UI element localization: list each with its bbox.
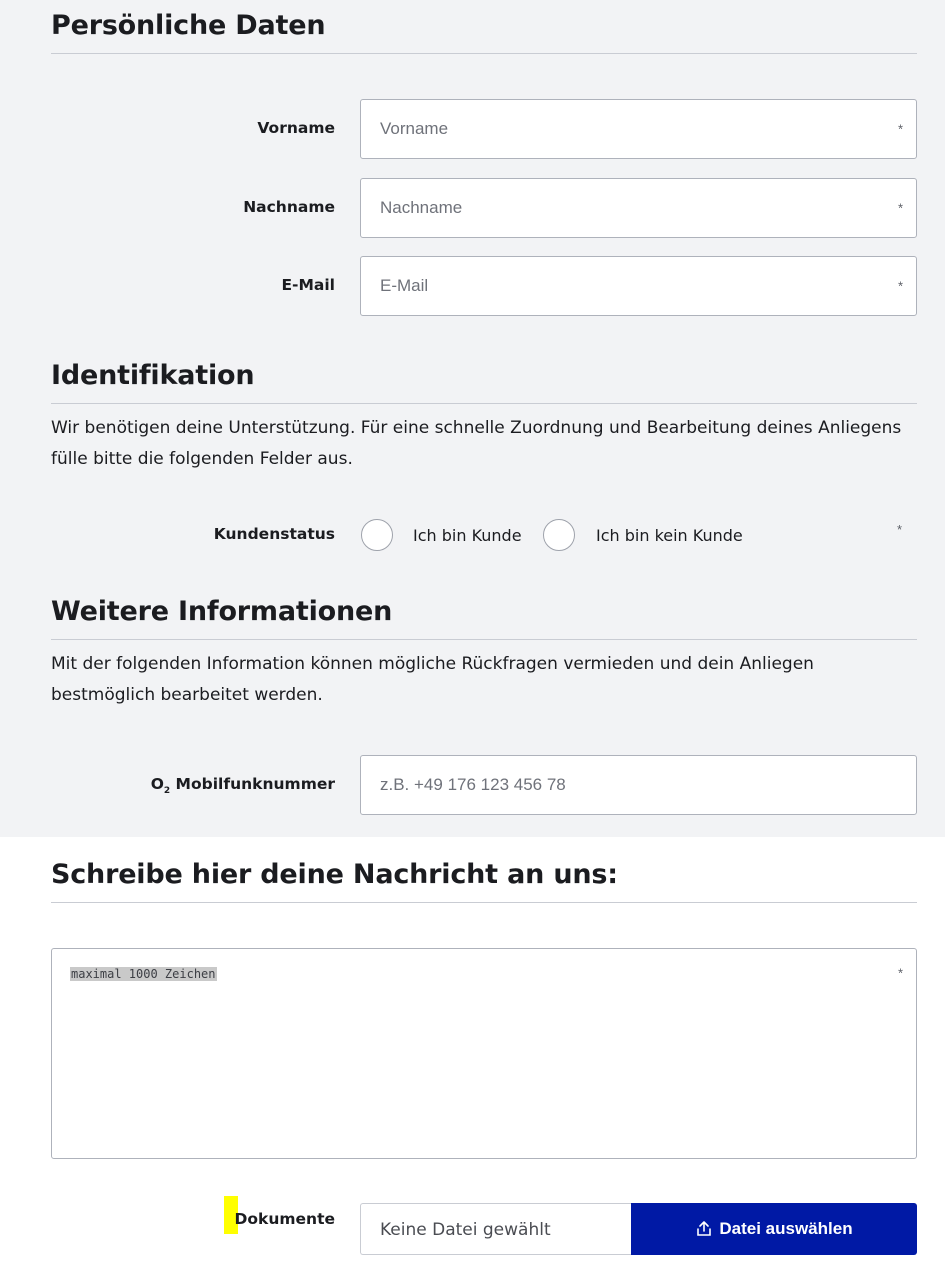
label-last-name: Nachname [243, 198, 335, 216]
required-marker: * [897, 121, 903, 137]
label-mobile-number [0, 775, 335, 796]
mobile-number-field[interactable] [360, 755, 917, 815]
first-name-input[interactable] [361, 100, 916, 158]
section-divider [51, 403, 917, 404]
required-marker: * [897, 522, 903, 537]
section-divider [51, 639, 917, 640]
last-name-field[interactable] [360, 178, 917, 238]
choose-file-label: Datei auswählen [719, 1219, 853, 1238]
label-email: E-Mail [281, 276, 335, 294]
label-mobile-subscript: 2 [163, 786, 171, 797]
radio-not-customer[interactable] [543, 519, 575, 551]
required-marker: * [897, 278, 903, 294]
file-status-field[interactable] [360, 1203, 632, 1255]
mobile-number-input[interactable] [361, 756, 916, 814]
section-heading-message: Schreibe hier deine Nachricht an uns: [51, 859, 618, 890]
further-info-intro: Mit der folgenden Information können mögliche Rückfragen vermieden und dein Anliegen bestmöglich bearbeitet werden. [51, 654, 814, 705]
label-documents: Dokumente [234, 1210, 335, 1228]
email-field[interactable] [360, 256, 917, 316]
section-heading-personal: Persönliche Daten [51, 10, 326, 41]
message-placeholder: maximal 1000 Zeichen [71, 967, 216, 981]
required-marker: * [897, 965, 903, 981]
label-first-name: Vorname [257, 119, 335, 137]
first-name-field[interactable] [360, 99, 917, 159]
section-heading-identification: Identifikation [51, 360, 255, 391]
email-input[interactable] [361, 257, 916, 315]
label-mobile-rest: Mobilfunknummer [170, 775, 335, 793]
choose-file-button[interactable] [631, 1203, 917, 1255]
section-heading-further-info: Weitere Informationen [51, 596, 393, 627]
upload-icon [695, 1220, 713, 1238]
radio-label-is-customer[interactable]: Ich bin Kunde [413, 526, 522, 545]
required-marker: * [897, 200, 903, 216]
file-status-text: Keine Datei gewählt [380, 1220, 551, 1240]
radio-is-customer[interactable] [361, 519, 393, 551]
section-divider [51, 53, 917, 54]
label-mobile-o: O [150, 775, 164, 793]
section-divider [51, 902, 917, 903]
label-customer-status: Kundenstatus [213, 525, 335, 543]
radio-label-not-customer[interactable]: Ich bin kein Kunde [596, 526, 743, 545]
identification-intro: Wir benötigen deine Unterstützung. Für eine schnelle Zuordnung und Bearbeitung deines Anliegens fülle bitte die folgenden Felder aus. [51, 418, 902, 469]
last-name-input[interactable] [361, 179, 916, 237]
message-field[interactable] [51, 948, 917, 1159]
